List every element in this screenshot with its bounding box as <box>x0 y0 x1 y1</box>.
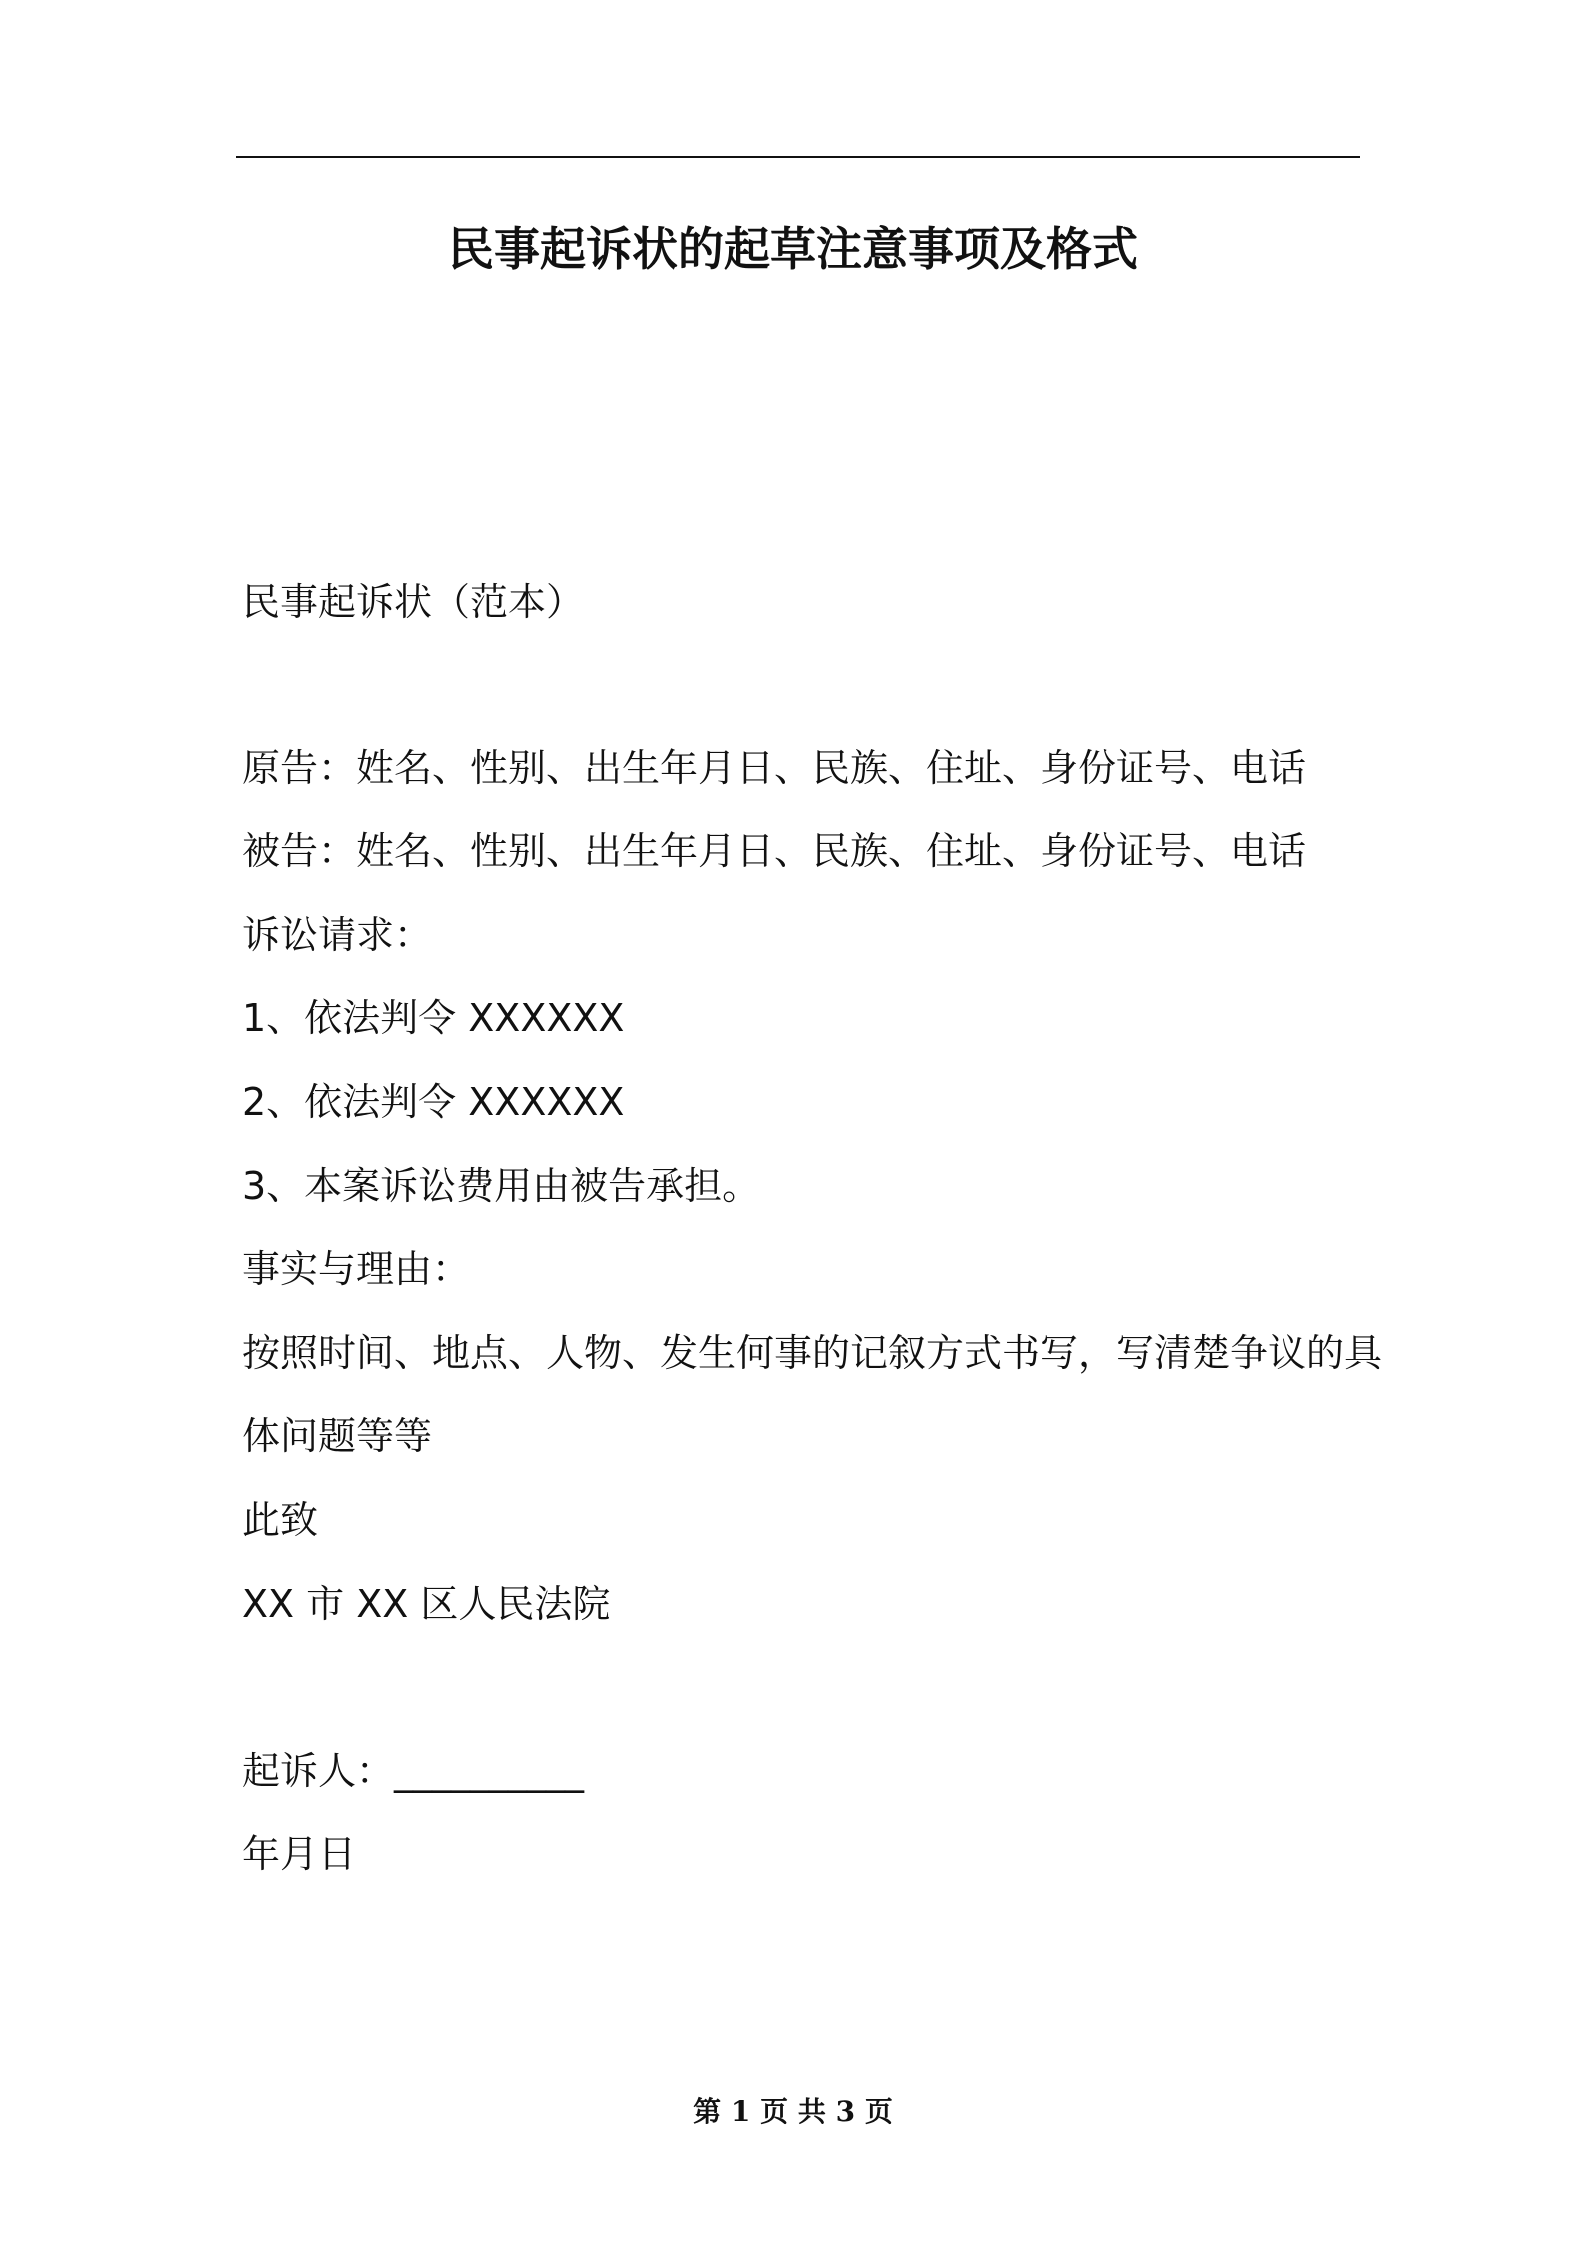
claim-item: 2、依法判令 XXXXXX <box>242 1080 625 1124</box>
claim-item: 1、依法判令 XXXXXX <box>242 996 625 1040</box>
salutation: 此致 <box>242 1498 319 1542</box>
court-name: XX 市 XX 区人民法院 <box>242 1582 611 1626</box>
facts-text-continued: 体问题等等 <box>242 1414 433 1458</box>
date-line: 年月日 <box>242 1832 357 1876</box>
page-number-footer: 第 1 页 共 3 页 <box>693 2095 893 2128</box>
document-title: 民事起诉状的起草注意事项及格式 <box>448 222 1138 276</box>
document-subtitle: 民事起诉状（范本） <box>242 580 585 624</box>
plaintiff-line: 原告：姓名、性别、出生年月日、民族、住址、身份证号、电话 <box>242 746 1307 790</box>
claims-heading: 诉讼请求： <box>242 913 433 957</box>
claim-item: 3、本案诉讼费用由被告承担。 <box>242 1164 761 1208</box>
header-rule <box>236 156 1360 158</box>
defendant-line: 被告：姓名、性别、出生年月日、民族、住址、身份证号、电话 <box>242 829 1307 873</box>
plaintiff-signature-line: 起诉人：__________ <box>242 1749 585 1793</box>
facts-text: 按照时间、地点、人物、发生何事的记叙方式书写，写清楚争议的具 <box>242 1331 1383 1375</box>
facts-heading: 事实与理由： <box>242 1247 471 1291</box>
